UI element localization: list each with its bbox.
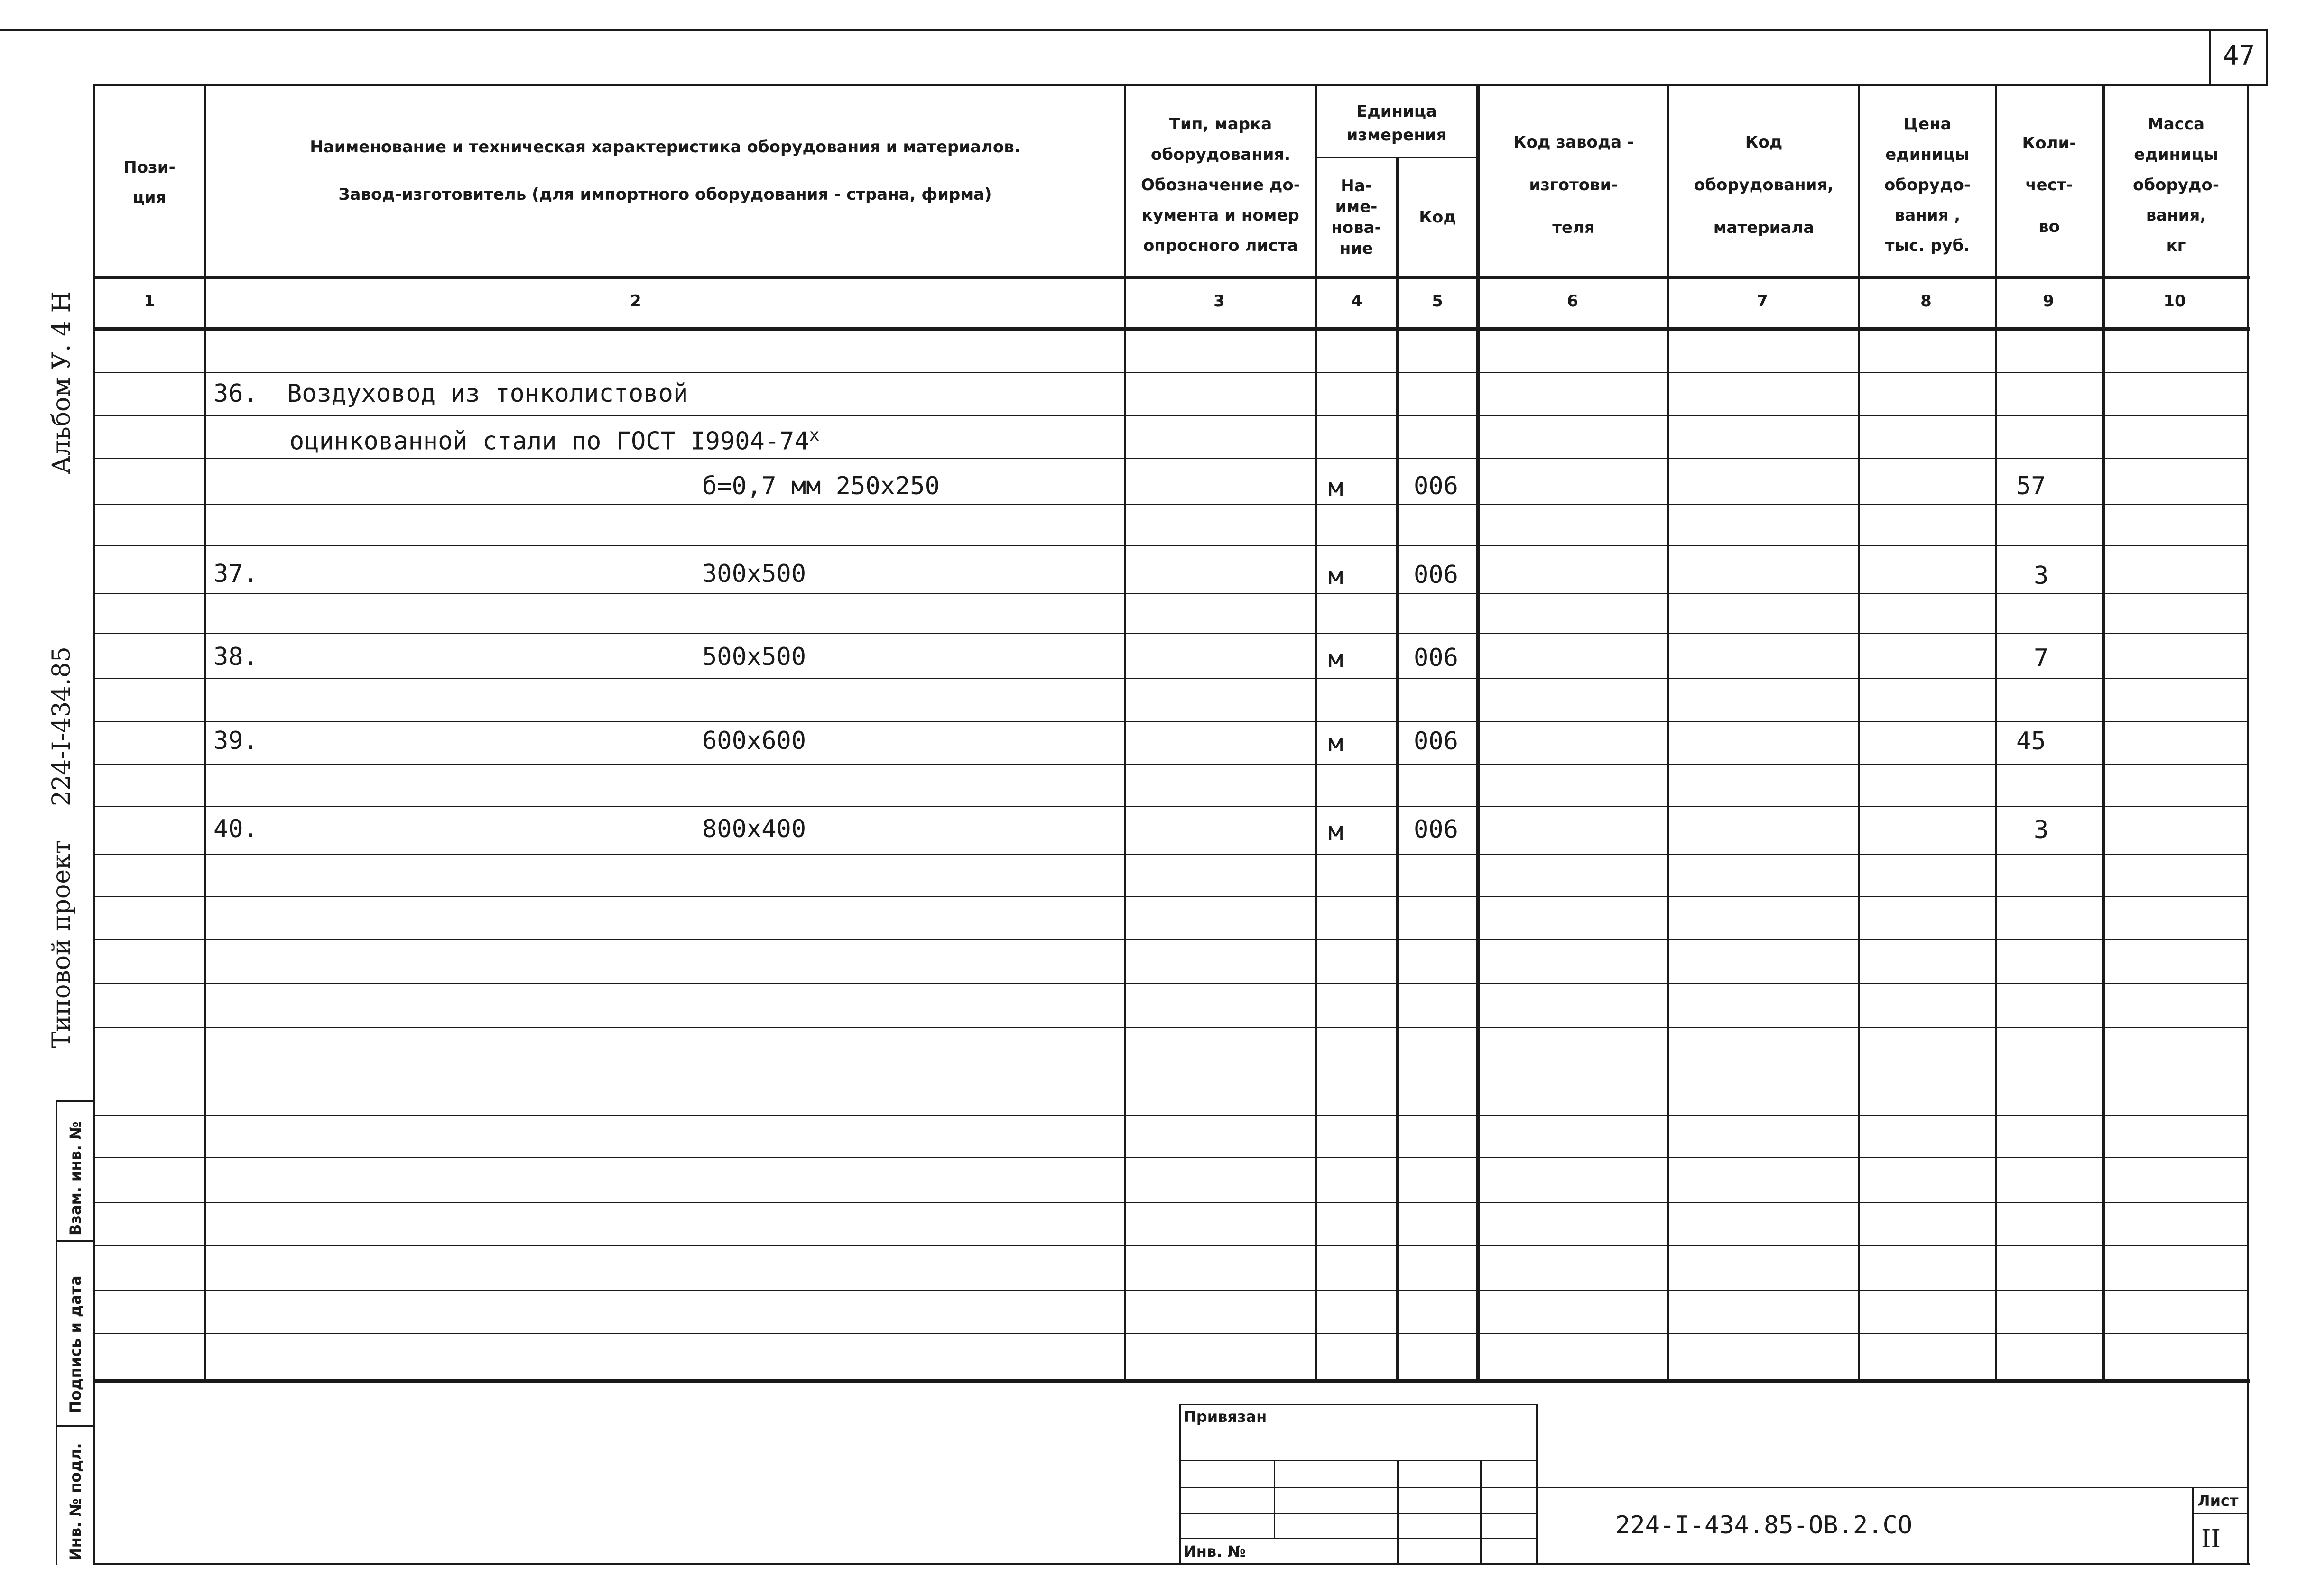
row-39-size: 600х600	[702, 727, 806, 755]
row-39-code: 006	[1414, 727, 1458, 756]
header-type: Тип, марка оборудования. Обозначение до- кумента и номер опросного листа	[1141, 115, 1300, 255]
row-36-size: б=0,7 мм 250х250	[702, 472, 940, 500]
row-37-code: 006	[1414, 561, 1458, 589]
colnum-3: 3	[1213, 292, 1225, 311]
row-38-size: 500х500	[702, 643, 806, 671]
sheet-number: II	[2201, 1525, 2221, 1553]
title-block-row-2	[1179, 1487, 1537, 1488]
row-line	[95, 504, 2247, 505]
header-unit-group: Единица измерения	[1346, 102, 1447, 145]
title-block-col-2	[1397, 1460, 1399, 1564]
row-line	[95, 372, 2247, 373]
document-code: 224-I-434.85-ОВ.2.СО	[1615, 1511, 1913, 1540]
colnum-10: 10	[2163, 292, 2186, 311]
header-name: Наименование и техническая характеристика оборудования и материалов. Завод-изготовитель (для импортного оборудования - страна, фирма)	[310, 138, 1020, 204]
row-line	[95, 1333, 2247, 1334]
row-line	[95, 545, 2247, 546]
row-line	[95, 593, 2247, 594]
row-40-unit: м	[1328, 817, 1343, 846]
colnum-2: 2	[630, 292, 641, 311]
header-price: Цена единицы оборудо- вания , тыс. руб.	[1884, 115, 1971, 255]
row-36-unit: м	[1328, 473, 1343, 502]
row-line	[95, 1027, 2247, 1028]
frame-right-line	[2247, 84, 2249, 1564]
header-unit-name: На- име- нова- ние	[1331, 176, 1381, 258]
row-36-qty: 57	[2016, 472, 2046, 500]
row-line	[95, 764, 2247, 765]
title-block-top	[1179, 1404, 1537, 1405]
colnum-6: 6	[1567, 292, 1578, 311]
row-36-name-cont: оцинкованной стали по ГОСТ $I9904-74^х$	[289, 425, 820, 456]
row-38-code: 006	[1414, 644, 1458, 672]
row-line	[95, 1115, 2247, 1116]
stamp-line-3	[56, 1425, 94, 1427]
privyazan-label: Привязан	[1184, 1408, 1267, 1426]
row-line	[95, 1157, 2247, 1158]
row-line	[95, 678, 2247, 679]
row-line	[95, 721, 2247, 722]
stamp-strip-left	[56, 1100, 57, 1565]
title-block-mid	[1536, 1404, 1538, 1564]
title-block-divider	[1536, 1487, 2247, 1488]
row-38-number: 38.	[213, 643, 258, 671]
header-factory-code: Код завода - изготови- теля	[1513, 133, 1634, 237]
stamp-line-1	[56, 1100, 94, 1102]
row-40-size: 800х400	[702, 815, 806, 843]
colnum-bottom-line	[93, 327, 2250, 331]
row-38-unit: м	[1328, 645, 1343, 673]
inv-no-label: Инв. №	[1184, 1542, 1246, 1560]
row-line	[95, 1245, 2247, 1246]
row-37-unit: м	[1328, 562, 1343, 590]
header-quantity: Коли- чест- во	[2022, 134, 2076, 236]
col-line-4	[1396, 157, 1399, 1382]
row-line	[95, 806, 2247, 807]
row-line	[95, 854, 2247, 855]
page-number-box-right	[2266, 29, 2268, 86]
header-unit-code: Код	[1419, 207, 1456, 227]
row-line	[95, 633, 2247, 634]
unit-group-divider	[1315, 157, 1476, 158]
colnum-9: 9	[2043, 292, 2054, 311]
header-bottom-line	[93, 276, 2250, 279]
colnum-8: 8	[1920, 292, 1932, 311]
colnum-4: 4	[1351, 292, 1362, 311]
album-label: Альбом У. 4 Н	[47, 291, 76, 474]
sheet-label: Лист	[2197, 1492, 2239, 1510]
row-line	[95, 1290, 2247, 1291]
row-line	[95, 415, 2247, 416]
row-38-qty: 7	[2034, 644, 2049, 673]
row-line	[95, 939, 2247, 940]
row-line	[95, 458, 2247, 459]
row-36-code: 006	[1414, 472, 1458, 500]
title-block-left	[1179, 1404, 1181, 1564]
colnum-1: 1	[144, 292, 155, 311]
page-number: 47	[2223, 40, 2255, 71]
row-40-code: 006	[1414, 815, 1458, 844]
title-block-col-1	[1274, 1460, 1275, 1538]
stamp-line-2	[56, 1240, 94, 1242]
row-line	[95, 896, 2247, 897]
project-type-label: Типовой проект	[47, 840, 76, 1048]
row-36-number: 36.	[213, 379, 258, 408]
top-frame-line	[0, 29, 2268, 31]
frame-bottom-line	[93, 1563, 2250, 1565]
row-39-number: 39.	[213, 727, 258, 755]
inv-podl-label: Инв. № подл.	[66, 1443, 84, 1560]
row-36-name: Воздуховод из тонколистовой	[287, 379, 688, 408]
page-number-box-left	[2209, 29, 2211, 86]
row-37-number: 37.	[213, 560, 258, 588]
title-block-row-3	[1179, 1513, 1537, 1514]
row-39-unit: м	[1328, 729, 1343, 757]
row-39-qty: 45	[2016, 727, 2046, 756]
colnum-5: 5	[1432, 292, 1443, 311]
colnum-7: 7	[1757, 292, 1768, 311]
row-line	[95, 983, 2247, 984]
row-line	[95, 1202, 2247, 1203]
title-block-col-3	[1480, 1460, 1482, 1564]
title-block-row-1	[1179, 1460, 1537, 1461]
sheet-box-left	[2192, 1487, 2194, 1564]
podpis-data-label: Подпись и дата	[66, 1275, 84, 1413]
header-position: Пози- ция	[123, 158, 176, 207]
table-bottom-line	[93, 1379, 2250, 1383]
title-block-row-4	[1179, 1538, 1537, 1539]
header-equipment-code: Код оборудования, материала	[1694, 133, 1834, 237]
vzam-inv-label: Взам. инв. №	[66, 1121, 84, 1236]
header-mass: Масса единицы оборудо- вания, кг	[2133, 115, 2219, 255]
frame-top-line	[95, 84, 2268, 86]
row-40-qty: 3	[2034, 816, 2049, 844]
project-code-label: 224-I-434.85	[47, 646, 76, 806]
row-37-qty: 3	[2034, 562, 2049, 590]
row-40-number: 40.	[213, 815, 258, 843]
row-37-size: 300х500	[702, 560, 806, 588]
sheet-box-divider	[2192, 1513, 2247, 1514]
frame-left-line	[93, 84, 95, 1564]
